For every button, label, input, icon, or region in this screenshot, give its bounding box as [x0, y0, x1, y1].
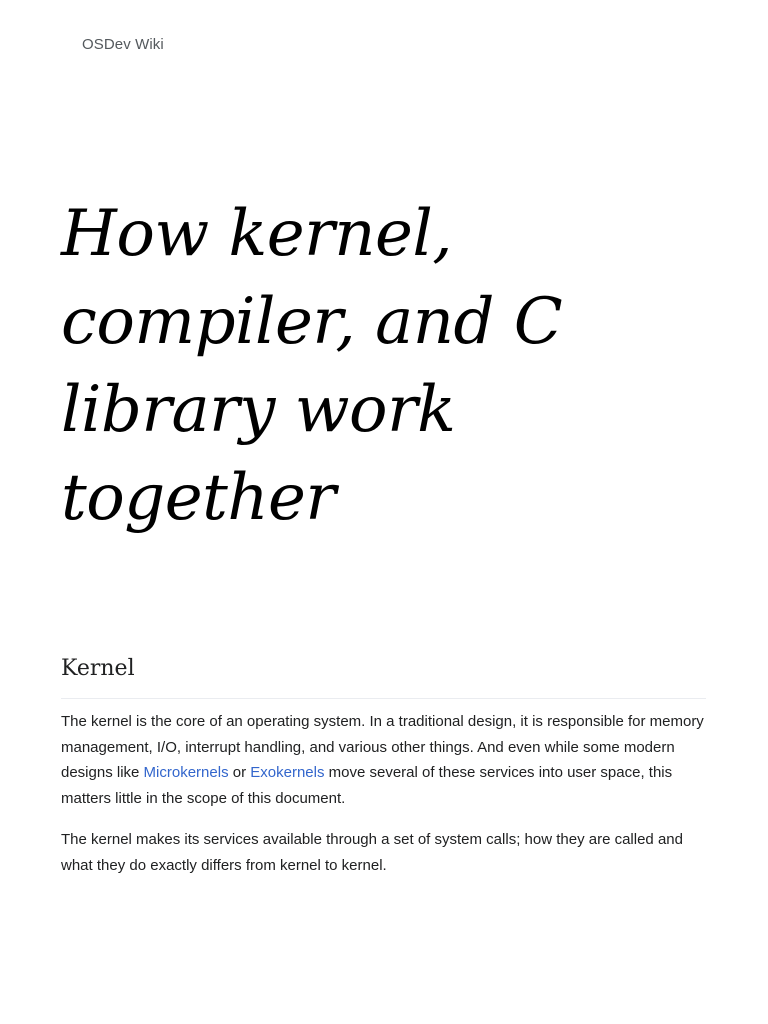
section-heading-kernel: Kernel: [61, 653, 706, 699]
page-title: How kernel, compiler, and C library work together: [61, 197, 563, 535]
link-exokernels[interactable]: Exokernels: [250, 764, 325, 781]
paragraph-text: move several of these services into user space, this matters little in the scope of this document.: [61, 764, 673, 807]
site-name[interactable]: OSDev Wiki: [82, 36, 164, 53]
paragraph-text: or: [228, 764, 251, 781]
paragraph-system-calls: The kernel makes its services available through a set of system calls; how they are called and what they do exactly differs from kernel to kernel.: [61, 831, 683, 874]
link-microkernels[interactable]: Microkernels: [143, 764, 229, 781]
paragraph-kernel-intro: [61, 709, 706, 811]
paragraph-text: The kernel is the core of an operating system. In a traditional design, it is responsible for memory management, I/O, interrupt handling, and various other things. And even while some modern designs like: [61, 713, 704, 781]
article-content: [61, 709, 706, 894]
